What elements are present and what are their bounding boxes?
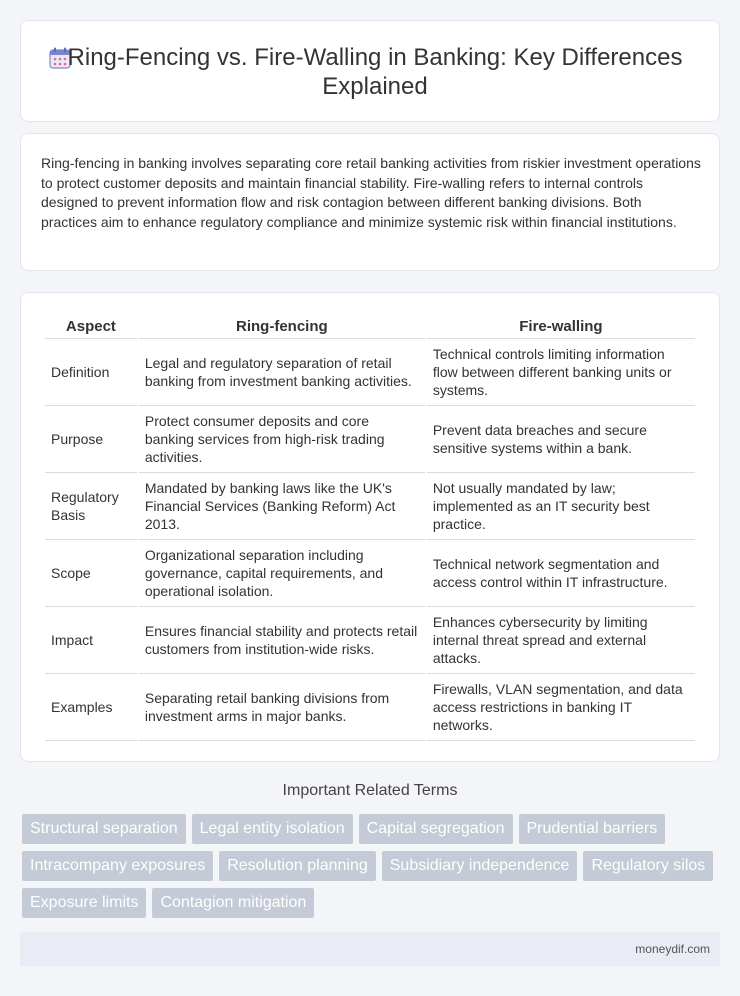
aspect-cell: Impact: [45, 607, 137, 674]
ring-fencing-cell: Ensures financial stability and protects retail customers from institution-wide risks.: [139, 607, 425, 674]
header-ring-fencing: Ring-fencing: [139, 315, 425, 339]
ring-fencing-cell: Organizational separation including governance, capital requirements, and operational isolation.: [139, 540, 425, 607]
aspect-cell: Examples: [45, 674, 137, 741]
related-terms-heading: Important Related Terms: [282, 782, 458, 799]
fire-walling-cell: Technical controls limiting information flow between different banking units or systems.: [427, 339, 695, 406]
ring-fencing-cell: Separating retail banking divisions from investment arms in major banks.: [139, 674, 425, 741]
related-term-tag[interactable]: Contagion mitigation: [152, 888, 314, 918]
intro-card: [20, 133, 720, 271]
table-row: [45, 540, 695, 607]
footer: [20, 932, 720, 966]
related-terms-list: [22, 814, 722, 925]
header-fire-walling: Fire-walling: [427, 315, 695, 339]
fire-walling-cell: Not usually mandated by law; implemented as an IT security best practice.: [427, 473, 695, 540]
table-header-row: [45, 315, 695, 339]
related-term-tag[interactable]: Subsidiary independence: [382, 851, 578, 881]
aspect-cell: Regulatory Basis: [45, 473, 137, 540]
fire-walling-cell: Enhances cybersecurity by limiting internal threat spread and external attacks.: [427, 607, 695, 674]
table-row: [45, 674, 695, 741]
fire-walling-cell: Firewalls, VLAN segmentation, and data access restrictions in banking IT networks.: [427, 674, 695, 741]
comparison-table: [43, 315, 697, 741]
table-row: [45, 473, 695, 540]
title-card: [20, 20, 720, 122]
related-term-tag[interactable]: Capital segregation: [359, 814, 513, 844]
comparison-table-card: [20, 292, 720, 762]
table-row: [45, 339, 695, 406]
aspect-cell: Scope: [45, 540, 137, 607]
table-row: [45, 406, 695, 473]
related-term-tag[interactable]: Resolution planning: [219, 851, 376, 881]
ring-fencing-cell: Mandated by banking laws like the UK's Financial Services (Banking Reform) Act 2013.: [139, 473, 425, 540]
fire-walling-cell: Technical network segmentation and access control within IT infrastructure.: [427, 540, 695, 607]
related-term-tag[interactable]: Intracompany exposures: [22, 851, 213, 881]
fire-walling-cell: Prevent data breaches and secure sensitive systems within a bank.: [427, 406, 695, 473]
ring-fencing-cell: Protect consumer deposits and core banking services from high-risk trading activities.: [139, 406, 425, 473]
related-term-tag[interactable]: Structural separation: [22, 814, 186, 844]
ring-fencing-cell: Legal and regulatory separation of retail banking from investment banking activities.: [139, 339, 425, 406]
related-term-tag[interactable]: Exposure limits: [22, 888, 146, 918]
footer-site[interactable]: moneydif.com: [635, 942, 710, 956]
related-term-tag[interactable]: Legal entity isolation: [192, 814, 353, 844]
related-term-tag[interactable]: Regulatory silos: [583, 851, 713, 881]
page-title: Ring-Fencing vs. Fire-Walling in Banking: Key Differences Explained: [67, 44, 683, 100]
aspect-cell: Purpose: [45, 406, 137, 473]
related-term-tag[interactable]: Prudential barriers: [519, 814, 666, 844]
table-row: [45, 607, 695, 674]
intro-text: Ring-fencing in banking involves separating core retail banking activities from riskier investment operations to protect customer deposits and maintain financial stability. Fire-walling refers to internal controls designed to prevent information flow and risk contagion between different banking divisions. Both practices aim to enhance regulatory compliance and minimize systemic risk within financial institutions.: [41, 155, 701, 230]
aspect-cell: Definition: [45, 339, 137, 406]
header-aspect: Aspect: [45, 315, 137, 339]
